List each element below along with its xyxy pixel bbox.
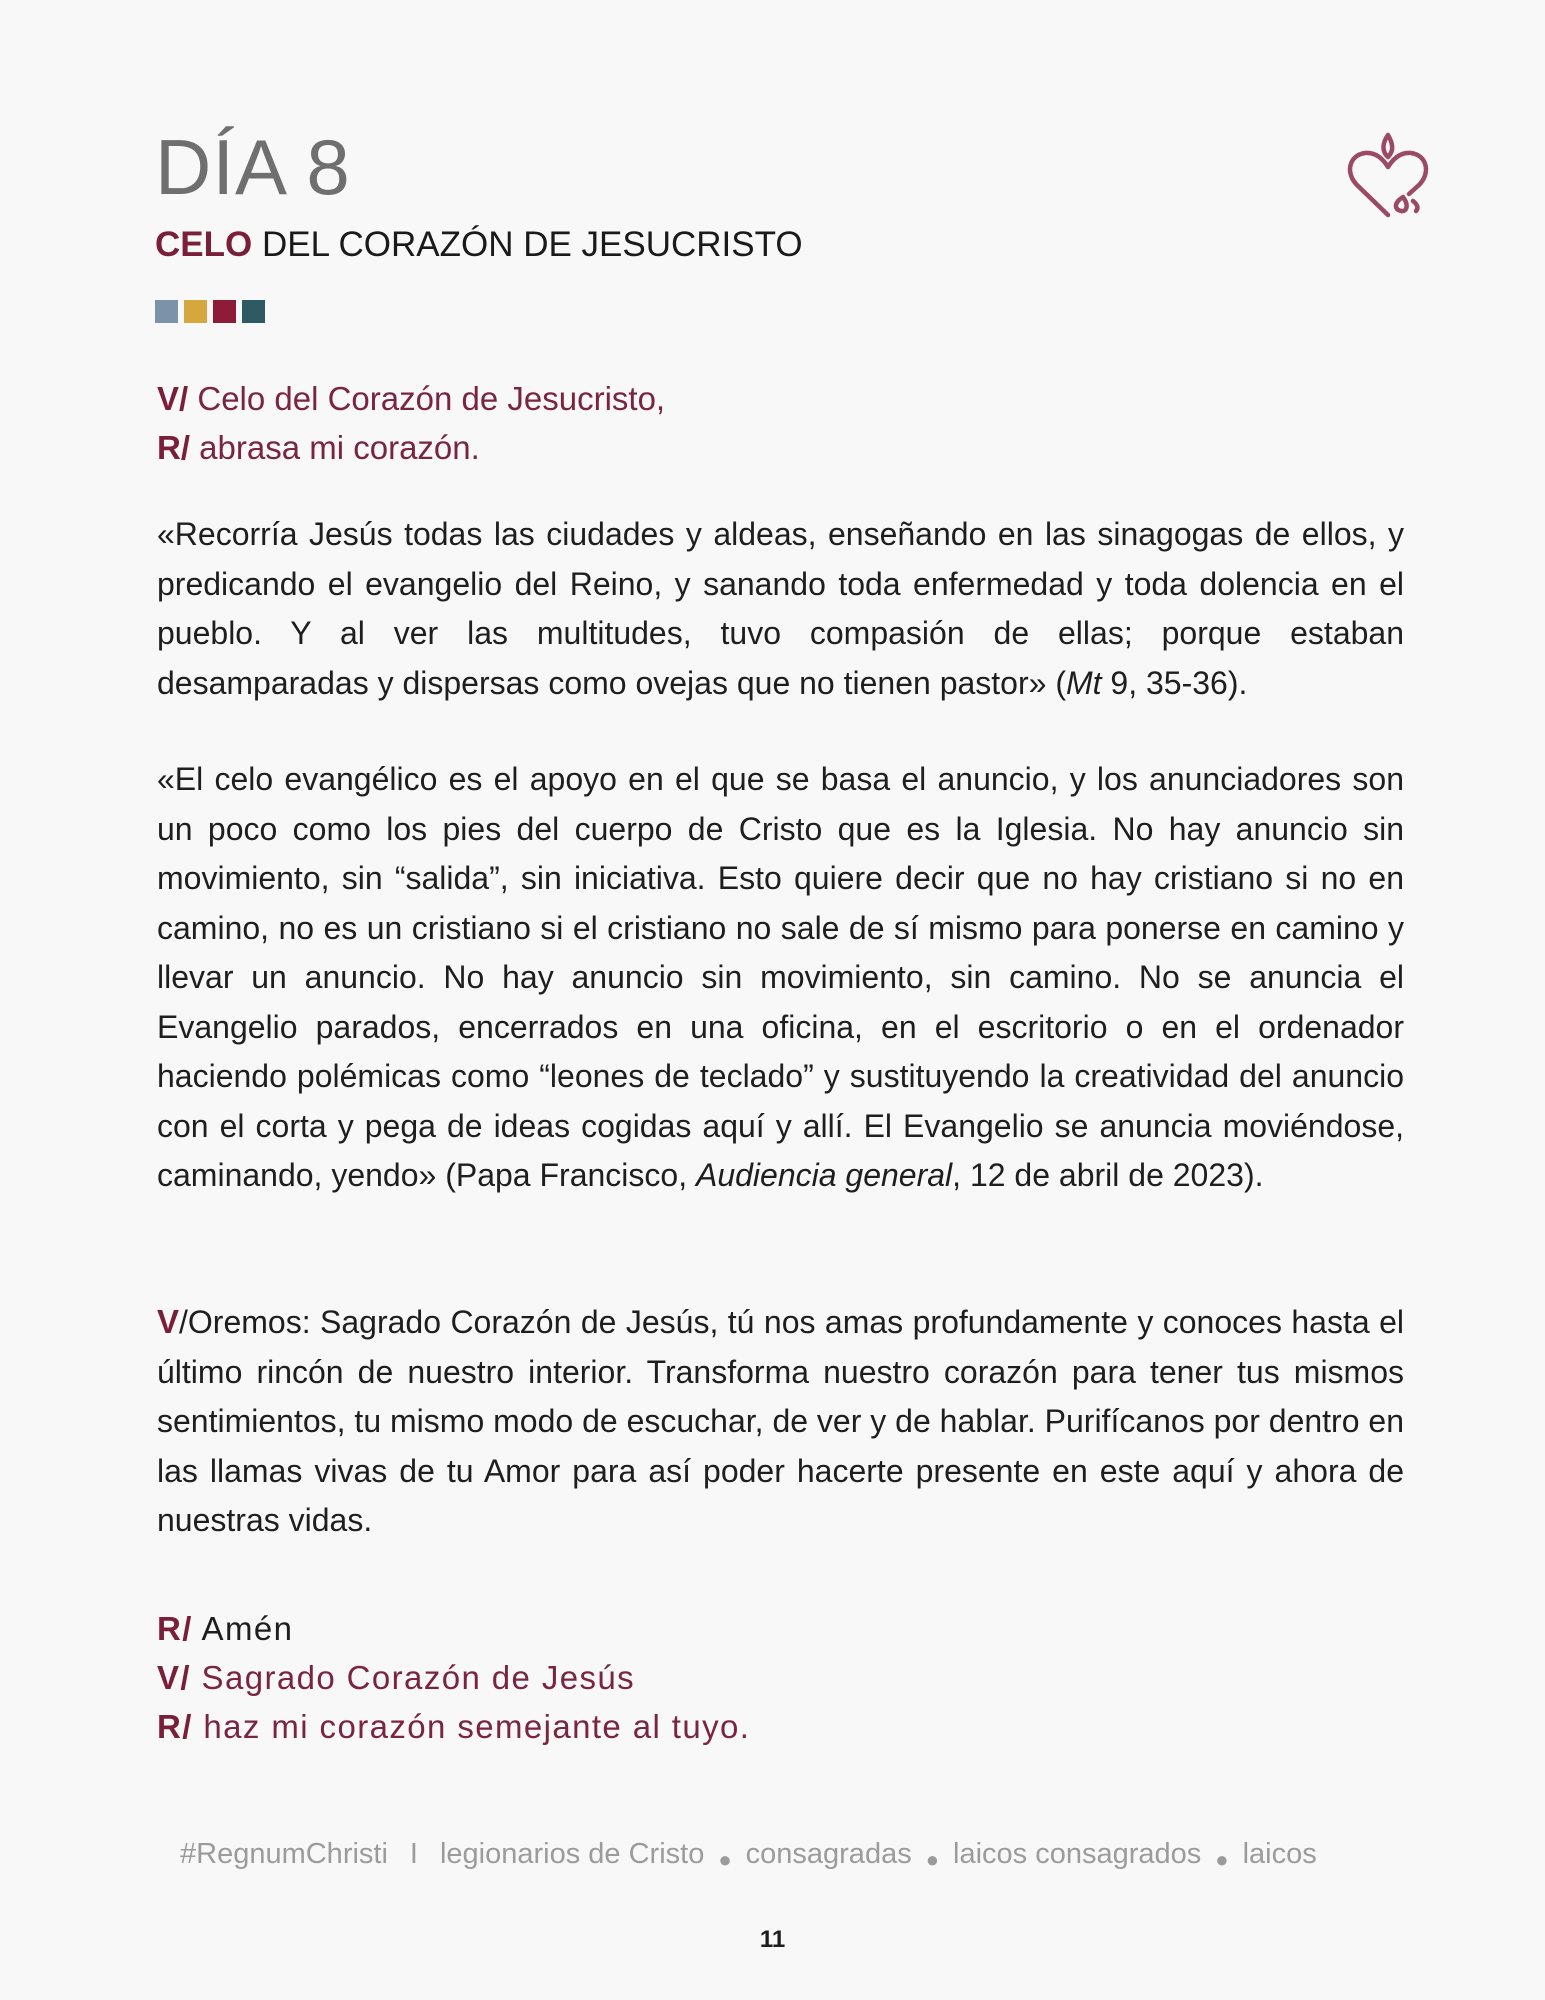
scripture-ref-book: Mt (1065, 664, 1102, 701)
swatch-gold (184, 300, 207, 323)
page-number: 11 (759, 1926, 786, 1953)
day-title: DÍA 8 (155, 123, 351, 211)
swatch-blue-gray (155, 300, 178, 323)
footer-separator: I (409, 1838, 418, 1870)
closing-line-amen (157, 1604, 1404, 1653)
footer-bullet-1: ● (718, 1847, 732, 1872)
scripture-ref-rest: 9, 35-36). (1101, 664, 1248, 701)
prayer-text: /Oremos: Sagrado Corazón de Jesús, tú nos amas profundamente y conoces hasta el último rincón de nuestro interior. Transforma nuestro corazón para tener tus mismos sentimientos, tu mismo modo de escuchar, de ver y de hablar. Purifícanos por dentro en las llamas vivas de tu Amor para así poder hacerte presente en este aquí y ahora de nuestras vidas. (157, 1304, 1404, 1538)
footer-item-laicos-consagrados: laicos consagrados (953, 1838, 1202, 1870)
section-subtitle (155, 224, 803, 266)
footer-item-legionarios: legionarios de Cristo (439, 1838, 705, 1870)
prayer-paragraph (157, 1297, 1404, 1546)
response-mark: R/ (157, 429, 190, 466)
quote-source-rest: , 12 de abril de 2023). (952, 1157, 1264, 1193)
footer-branding (180, 1838, 1317, 1871)
closing-mark-2: V/ (157, 1659, 191, 1696)
opening-invocation (157, 374, 1404, 472)
closing-line-response (157, 1702, 1404, 1751)
footer-item-laicos: laicos (1242, 1838, 1317, 1870)
footer-bullet-3: ● (1215, 1847, 1229, 1872)
footer-bullet-2: ● (925, 1847, 939, 1872)
pope-quote-paragraph (157, 755, 1404, 1201)
closing-text-2: Sagrado Corazón de Jesús (190, 1659, 636, 1696)
color-swatches (155, 300, 265, 323)
closing-responses (157, 1604, 1404, 1751)
response-line (157, 423, 1404, 472)
swatch-teal (242, 300, 265, 323)
quote-source-title: Audiencia general (695, 1157, 953, 1193)
scripture-paragraph (157, 510, 1404, 708)
closing-line-versicle (157, 1653, 1404, 1702)
closing-text-3: haz mi corazón semejante al tuyo. (192, 1708, 751, 1745)
versicle-line (157, 374, 1404, 423)
swatch-crimson (213, 300, 236, 323)
closing-mark-1: R/ (157, 1610, 193, 1647)
subtitle-accent: CELO (155, 225, 253, 264)
versicle-mark: V/ (157, 380, 189, 417)
sacred-heart-flame-icon (1343, 127, 1433, 227)
response-text: abrasa mi corazón. (190, 429, 480, 466)
closing-mark-3: R/ (157, 1708, 193, 1745)
subtitle-rest: DEL CORAZÓN DE JESUCRISTO (252, 225, 803, 264)
footer-hashtag: #RegnumChristi (180, 1838, 388, 1870)
prayer-mark: V (157, 1303, 180, 1340)
closing-text-1: Amén (192, 1610, 294, 1647)
quote-text: «El celo evangélico es el apoyo en el que se basa el anuncio, y los anunciadores son un poco como los pies del cuerpo de Cristo que es la Iglesia. No hay anuncio sin movimiento, sin “salida”, sin iniciativa. Esto quiere decir que no hay cristiano si no en camino, no es un cristiano si el cristiano no sale de sí mismo para ponerse en camino y llevar un anuncio. No hay anuncio sin movimiento, sin camino. No se anuncia el Evangelio parados, encerrados en una oficina, en el escritorio o en el ordenador haciendo polémicas como “leones de teclado” y sustituyendo la creatividad del anuncio con el corta y pega de ideas cogidas aquí y allí. El Evangelio se anuncia moviéndose, caminando, yendo» (Papa Francisco, (157, 761, 1404, 1193)
scripture-text: «Recorría Jesús todas las ciudades y aldeas, enseñando en las sinagogas de ellos, y predicando el evangelio del Reino, y sanando toda enfermedad y toda dolencia en el pueblo. Y al ver las multitudes, tuvo compasión de ellas; porque estaban desamparadas y dispersas como ovejas que no tienen pastor» ( (157, 516, 1404, 701)
versicle-text: Celo del Corazón de Jesucristo, (188, 380, 666, 417)
footer-item-consagradas: consagradas (745, 1838, 912, 1870)
